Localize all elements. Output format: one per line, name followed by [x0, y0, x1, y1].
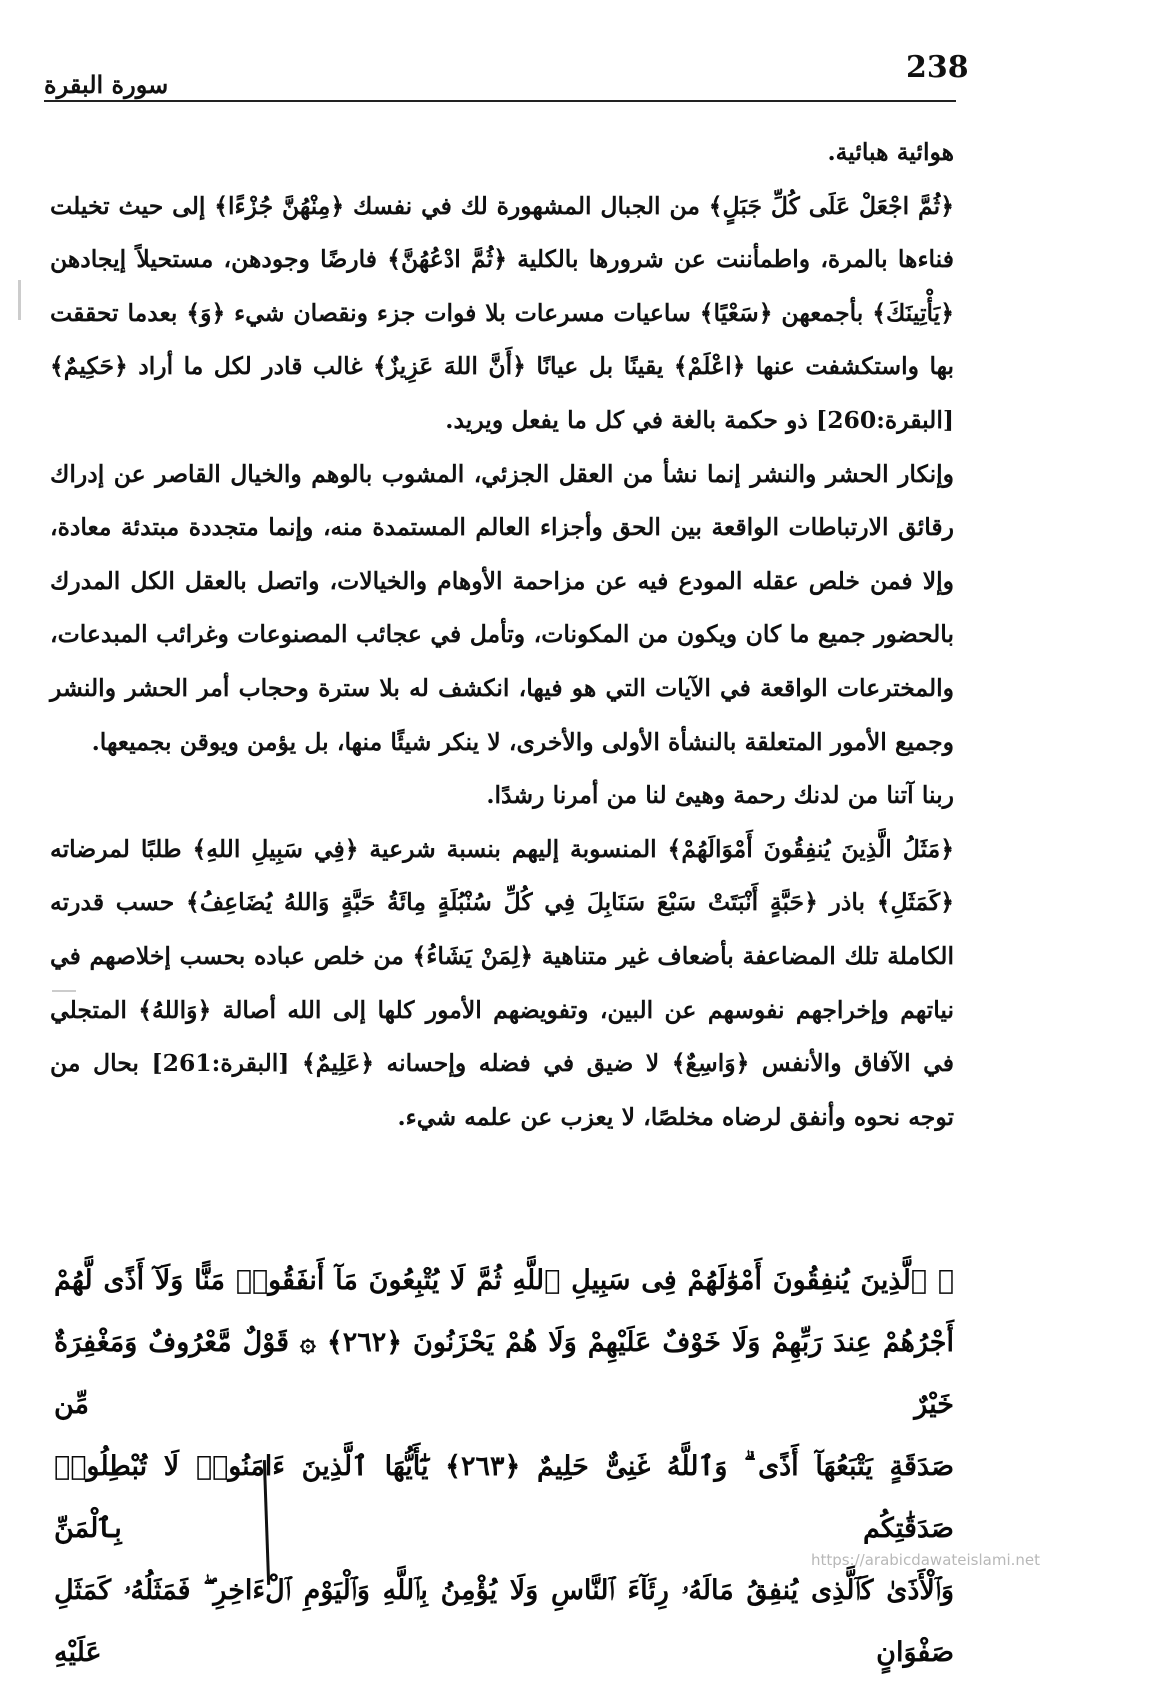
- commentary-text: [50, 126, 954, 1144]
- watermark-url: https://arabicdawateislami.net: [810, 1551, 1040, 1569]
- page-header: [44, 50, 969, 99]
- paragraph: ﴿ثُمَّ اجْعَلْ عَلَى كُلِّ جَبَلٍ﴾ من الجبال المشهورة لك في نفسك ﴿مِنْهُنَّ جُزْءًا﴾ إلى حيث تخيلت فناءها بالمرة، واطمأننت عن شرورها بالكلية ﴿ثُمَّ ادْعُهُنَّ﴾ فارضًا وجودهن، مستحيلاً إيجادهن ﴿يَأْتِينَكَ﴾ بأجمعهن ﴿سَعْيًا﴾ ساعيات مسرعات بلا فوات جزء ونقصان شيء ﴿وَ﴾ بعدما تحققت بها واستكشفت عنها ﴿اعْلَمْ﴾ يقينًا بل عيانًا ﴿أَنَّ اللهَ عَزِيزٌ﴾ غالب قادر لكل ما أراد ﴿حَكِيمٌ﴾ [البقرة:260] ذو حكمة بالغة في كل ما يفعل ويريد.: [50, 191, 954, 434]
- quran-line: وَٱلْأَذَىٰ كَٱلَّذِى يُنفِقُ مَالَهُۥ رِئَآءَ ٱلنَّاسِ وَلَا يُؤْمِنُ بِٱللَّهِ وَٱلْيَوْمِ ٱلْءَاخِرِ ۖ فَمَثَلُهُۥ كَمَثَلِ صَفْوَانٍ عَلَيْهِ: [54, 1575, 954, 1668]
- page-number: 238: [906, 50, 969, 85]
- scan-artifact-mark: [52, 990, 76, 992]
- quran-line: أَجْرُهُمْ عِندَ رَبِّهِمْ وَلَا خَوْفٌ عَلَيْهِمْ وَلَا هُمْ يَحْزَنُونَ ﴿٢٦٢﴾ ۞ قَوْلٌ مَّعْرُوفٌ وَمَغْفِرَةٌ خَيْرٌ مِّن: [54, 1327, 954, 1420]
- quran-line: صَدَقَةٍ يَتْبَعُهَآ أَذًى ۗ وَٱللَّهُ غَنِىٌّ حَلِيمٌ ﴿٢٦٣﴾ يَٰٓأَيُّهَا ٱلَّذِينَ ءَامَنُوا۟ لَا تُبْطِلُوا۟ صَدَقَٰتِكُم بِٱلْمَنِّ: [54, 1451, 954, 1544]
- quran-line: ۞ ٱلَّذِينَ يُنفِقُونَ أَمْوَٰلَهُمْ فِى سَبِيلِ ٱللَّهِ ثُمَّ لَا يُتْبِعُونَ مَآ أَنفَقُوا۟ مَنًّا وَلَآ أَذًى لَّهُمْ: [54, 1265, 954, 1296]
- paragraph: هوائية هبائية.: [827, 138, 954, 166]
- scan-artifact-mark: [18, 280, 21, 320]
- surah-title: سورة البقرة: [44, 70, 169, 99]
- header-divider: [44, 100, 956, 102]
- paragraph: ﴿مَثَلُ الَّذِينَ يُنفِقُونَ أَمْوَالَهُمْ﴾ المنسوبة إليهم بنسبة شرعية ﴿فِي سَبِيلِ اللهِ﴾ طلبًا لمرضاته ﴿كَمَثَلِ﴾ باذر ﴿حَبَّةٍ أَنْبَتَتْ سَبْعَ سَنَابِلَ فِي كُلِّ سُنْبُلَةٍ مِائَةُ حَبَّةٍ وَاللهُ يُضَاعِفُ﴾ حسب قدرته الكاملة تلك المضاعفة بأضعاف غير متناهية ﴿لِمَنْ يَشَاءُ﴾ من خلص عباده بحسب إخلاصهم في نياتهم وإخراجهم نفوسهم عن البين، وتفويضهم الأمور كلها إلى الله أصالة ﴿وَاللهُ﴾ المتجلي في الآفاق والأنفس ﴿وَاسِعٌ﴾ لا ضيق في فضله وإحسانه ﴿عَلِيمٌ﴾ [البقرة:261] بحال من توجه نحوه وأنفق لرضاه مخلصًا، لا يعزب عن علمه شيء.: [50, 834, 954, 1131]
- paragraph: وإنكار الحشر والنشر إنما نشأ من العقل الجزئي، المشوب بالوهم والخيال القاصر عن إدراك رقائق الارتباطات الواقعة بين الحق وأجزاء العالم المستمدة منه، وإنما متجددة مبتدئة معادة، وإلا فمن خلص عقله المودع فيه عن مزاحمة الأوهام والخيالات، واتصل بالعقل الكل المدرك بالحضور جميع ما كان ويكون من المكونات، وتأمل في عجائب المصنوعات وغرائب المبدعات، والمخترعات الواقعة في الآيات التي هو فيها، انكشف له بلا سترة وحجاب أمر الحشر والنشر وجميع الأمور المتعلقة بالنشأة الأولى والأخرى، لا ينكر شيئًا منها، بل يؤمن ويوقن بجميعها.: [50, 459, 954, 756]
- paragraph: ربنا آتنا من لدنك رحمة وهيئ لنا من أمرنا رشدًا.: [486, 781, 954, 810]
- quran-verse-block: [54, 1250, 954, 1684]
